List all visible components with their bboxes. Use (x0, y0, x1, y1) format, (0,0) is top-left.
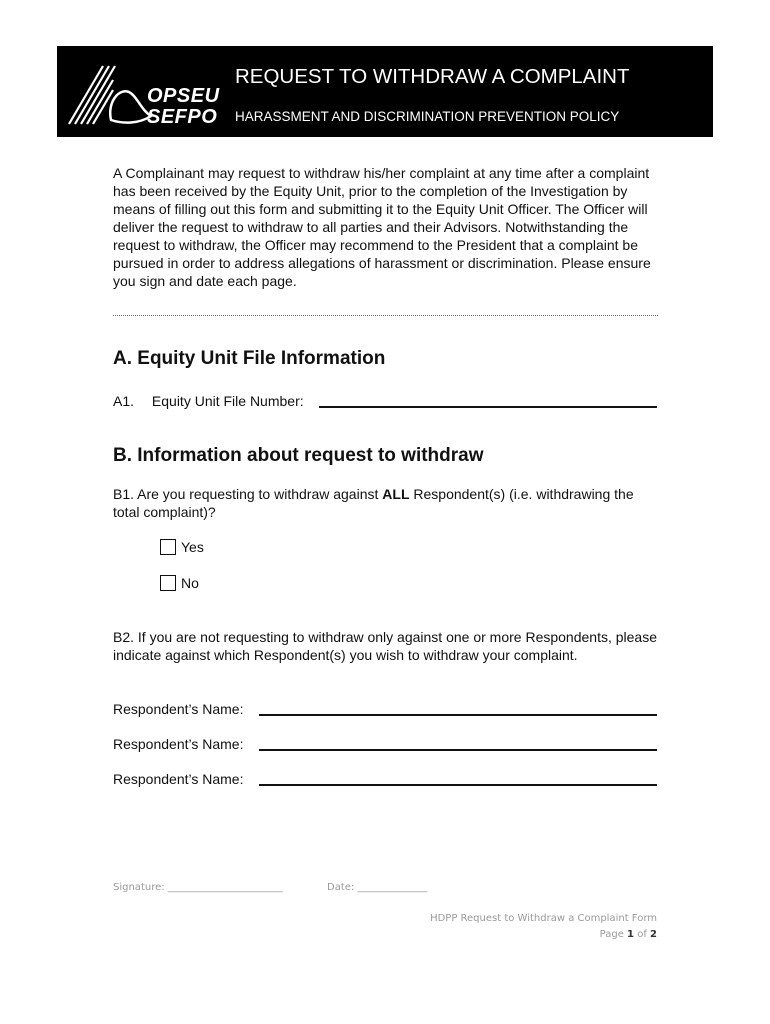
no-checkbox[interactable] (160, 575, 176, 591)
section-b-title: B. Information about request to withdraw (113, 445, 484, 466)
a1-label: Equity Unit File Number: (151, 393, 304, 409)
section-divider (113, 315, 658, 316)
respondent-label: Respondent’s Name: (113, 771, 244, 787)
page-total: 2 (650, 929, 657, 940)
intro-paragraph: A Complainant may request to withdraw his/her complaint at any time after a complaint has been received by the Equity Unit, prior to the completion of the Investigation by means of filling out this form and submitting it to the Equity Unit Officer. The Officer will deliver the request to withdraw to all parties and their Advisors. Notwithstanding the request to withdraw, the Officer may recommend to the President that a complaint be pursued in order to address allegations of harassment or discrimination. Please ensure you sign and date each page. (113, 165, 651, 289)
b1-bold: ALL (382, 486, 410, 502)
no-label: No (181, 575, 199, 591)
respondent-row-1 (113, 701, 243, 717)
page-current: 1 (627, 929, 635, 940)
respondent-name-field-2[interactable] (259, 749, 657, 751)
logo-text-opseu: OPSEU (147, 85, 220, 107)
form-subtitle: HARASSMENT AND DISCRIMINATION PREVENTION POLICY (235, 109, 620, 124)
a1-number: A1. (113, 393, 135, 409)
b1-suffix: Respondent(s) (i.e. withdrawing the total complaint)? (113, 486, 634, 520)
respondent-row-3 (113, 771, 243, 787)
a1-row (113, 393, 304, 409)
page-word: Page (599, 929, 624, 940)
signature-field[interactable]: Signature: _______________________ (113, 882, 283, 893)
form-title: REQUEST TO WITHDRAW A COMPLAINT (235, 65, 630, 88)
logo-text-sefpo: SEFPO (147, 106, 218, 128)
header-banner (57, 46, 713, 137)
respondent-name-field-1[interactable] (259, 714, 657, 716)
respondent-label: Respondent’s Name: (113, 701, 244, 717)
page-of: of (637, 929, 647, 940)
b2-question: B2. If you are not requesting to withdraw only against one or more Respondents, please indicate against which Respondent(s) you wish to withdraw your complaint. (113, 629, 657, 663)
option-no[interactable] (160, 575, 199, 591)
page-number (600, 929, 657, 940)
section-a-title: A. Equity Unit File Information (113, 348, 386, 369)
respondent-name-field-3[interactable] (259, 784, 657, 786)
respondent-row-2 (113, 736, 243, 752)
footer-form-name: HDPP Request to Withdraw a Complaint Form (430, 913, 657, 924)
b1-prefix: B1. Are you requesting to withdraw against (113, 486, 383, 502)
respondent-label: Respondent’s Name: (113, 736, 244, 752)
date-field[interactable]: Date: ______________ (327, 882, 428, 893)
option-yes[interactable] (160, 539, 204, 555)
yes-checkbox[interactable] (160, 539, 176, 555)
b1-question (113, 485, 661, 521)
yes-label: Yes (181, 539, 204, 555)
equity-file-number-field[interactable] (319, 406, 657, 408)
